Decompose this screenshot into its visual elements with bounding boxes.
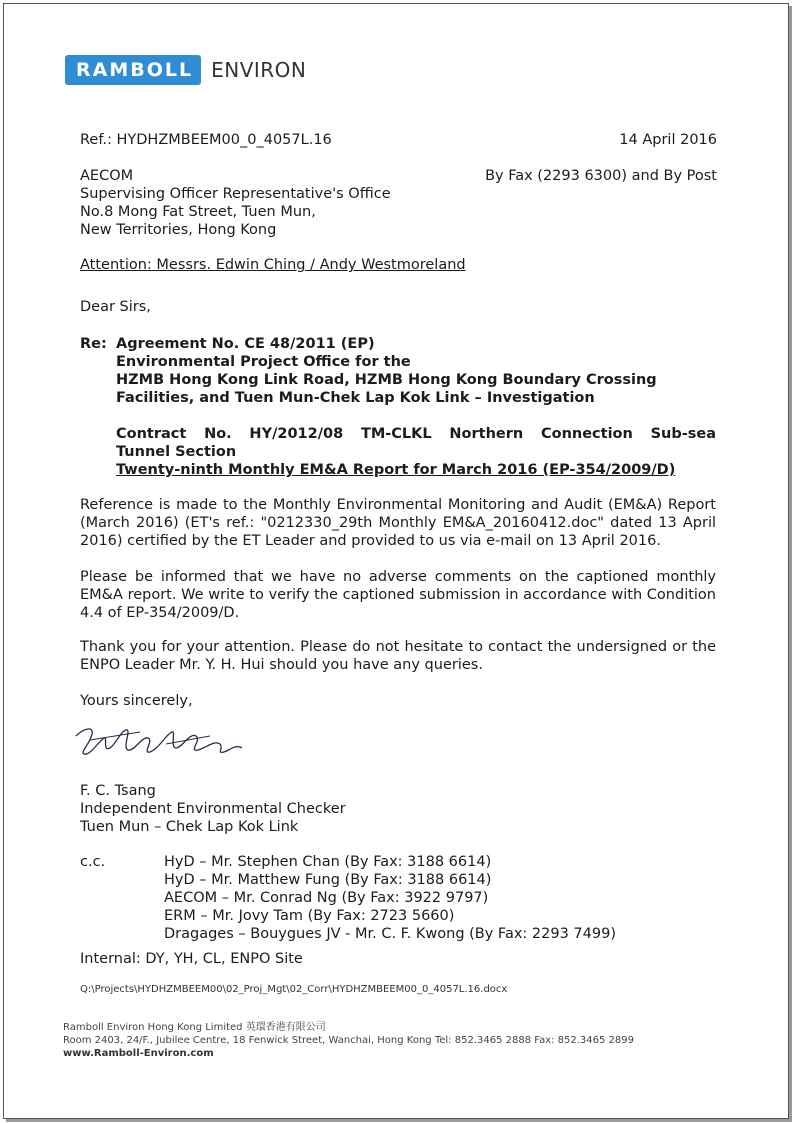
contract-line: Tunnel Section: [116, 444, 237, 460]
signer-project: Tuen Mun – Chek Lap Kok Link: [80, 819, 299, 835]
salutation: Dear Sirs,: [80, 299, 151, 315]
body-paragraph: Reference is made to the Monthly Environmental Monitoring and Audit (EM&A) Report (March 2016) (ET's ref.: "0212330_29th Monthly EM&A_20160412.doc" dated 13 April 2016) certified by the ET Leader and provided to us via e-mail on 13 April 2016.: [80, 497, 716, 549]
logo-brand: RAMBOLL: [65, 55, 201, 85]
delivery-method: By Fax (2293 6300) and By Post: [485, 168, 717, 184]
body-paragraph: Please be informed that we have no adverse comments on the captioned monthly EM&A report. We write to verify the captioned submission in accordance with Condition 4.4 of EP-354/2009/D.: [80, 569, 716, 621]
contract-line: Contract No. HY/2012/08 TM-CLKL Northern Connection Sub-sea: [116, 426, 716, 442]
cc-item: AECOM – Mr. Conrad Ng (By Fax: 3922 9797): [164, 890, 489, 906]
cc-list: [164, 853, 616, 943]
body-paragraph: Thank you for your attention. Please do not hesitate to contact the undersigned or the ENPO Leader Mr. Y. H. Hui should you have any queries.: [80, 639, 716, 673]
cc-item: ERM – Mr. Jovy Tam (By Fax: 2723 5660): [164, 908, 455, 924]
subject-block: [116, 335, 657, 407]
signature-graphic: [70, 718, 250, 766]
footer-address: Room 2403, 24/F., Jubilee Centre, 18 Fenwick Street, Wanchai, Hong Kong Tel: 852.3465 2888 Fax: 852.3465 2899: [63, 1035, 635, 1046]
handwritten-signature: [70, 718, 250, 770]
cc-label: c.c.: [80, 854, 106, 870]
signer-name: F. C. Tsang: [80, 783, 156, 799]
addressee-line: New Territories, Hong Kong: [80, 222, 277, 238]
signer-block: [80, 782, 346, 836]
addressee-line: Supervising Officer Representative's Office: [80, 186, 391, 202]
addressee-block: [80, 167, 391, 239]
attention-line: Attention: Messrs. Edwin Ching / Andy Westmoreland: [80, 257, 466, 273]
reference-number: Ref.: HYDHZMBEEM00_0_4057L.16: [80, 132, 332, 148]
file-path: Q:\Projects\HYDHZMBEEM00\02_Proj_Mgt\02_Corr\HYDHZMBEEM00_0_4057L.16.docx: [80, 984, 508, 995]
internal-distribution: Internal: DY, YH, CL, ENPO Site: [80, 951, 303, 967]
addressee-line: AECOM: [80, 168, 134, 184]
cc-item: HyD – Mr. Stephen Chan (By Fax: 3188 6614): [164, 854, 492, 870]
subject-line: Environmental Project Office for the: [116, 354, 411, 370]
closing: Yours sincerely,: [80, 693, 193, 709]
signer-title: Independent Environmental Checker: [80, 801, 346, 817]
report-title: Twenty-ninth Monthly EM&A Report for March 2016 (EP-354/2009/D): [116, 462, 676, 478]
subject-line: Facilities, and Tuen Mun-Chek Lap Kok Link – Investigation: [116, 390, 595, 406]
subject-line: Agreement No. CE 48/2011 (EP): [116, 336, 375, 352]
cc-item: HyD – Mr. Matthew Fung (By Fax: 3188 6614): [164, 872, 492, 888]
logo-sub: ENVIRON: [211, 58, 307, 82]
company-logo: [65, 55, 306, 85]
cc-item: Dragages – Bouygues JV - Mr. C. F. Kwong (By Fax: 2293 7499): [164, 926, 616, 942]
letter-date: 14 April 2016: [619, 132, 717, 148]
footer-company: Ramboll Environ Hong Kong Limited 英環香港有限公司: [63, 1022, 326, 1033]
footer-website[interactable]: www.Ramboll-Environ.com: [63, 1048, 214, 1059]
re-label: Re:: [80, 336, 107, 352]
subject-line: HZMB Hong Kong Link Road, HZMB Hong Kong Boundary Crossing: [116, 372, 657, 388]
addressee-line: No.8 Mong Fat Street, Tuen Mun,: [80, 204, 316, 220]
